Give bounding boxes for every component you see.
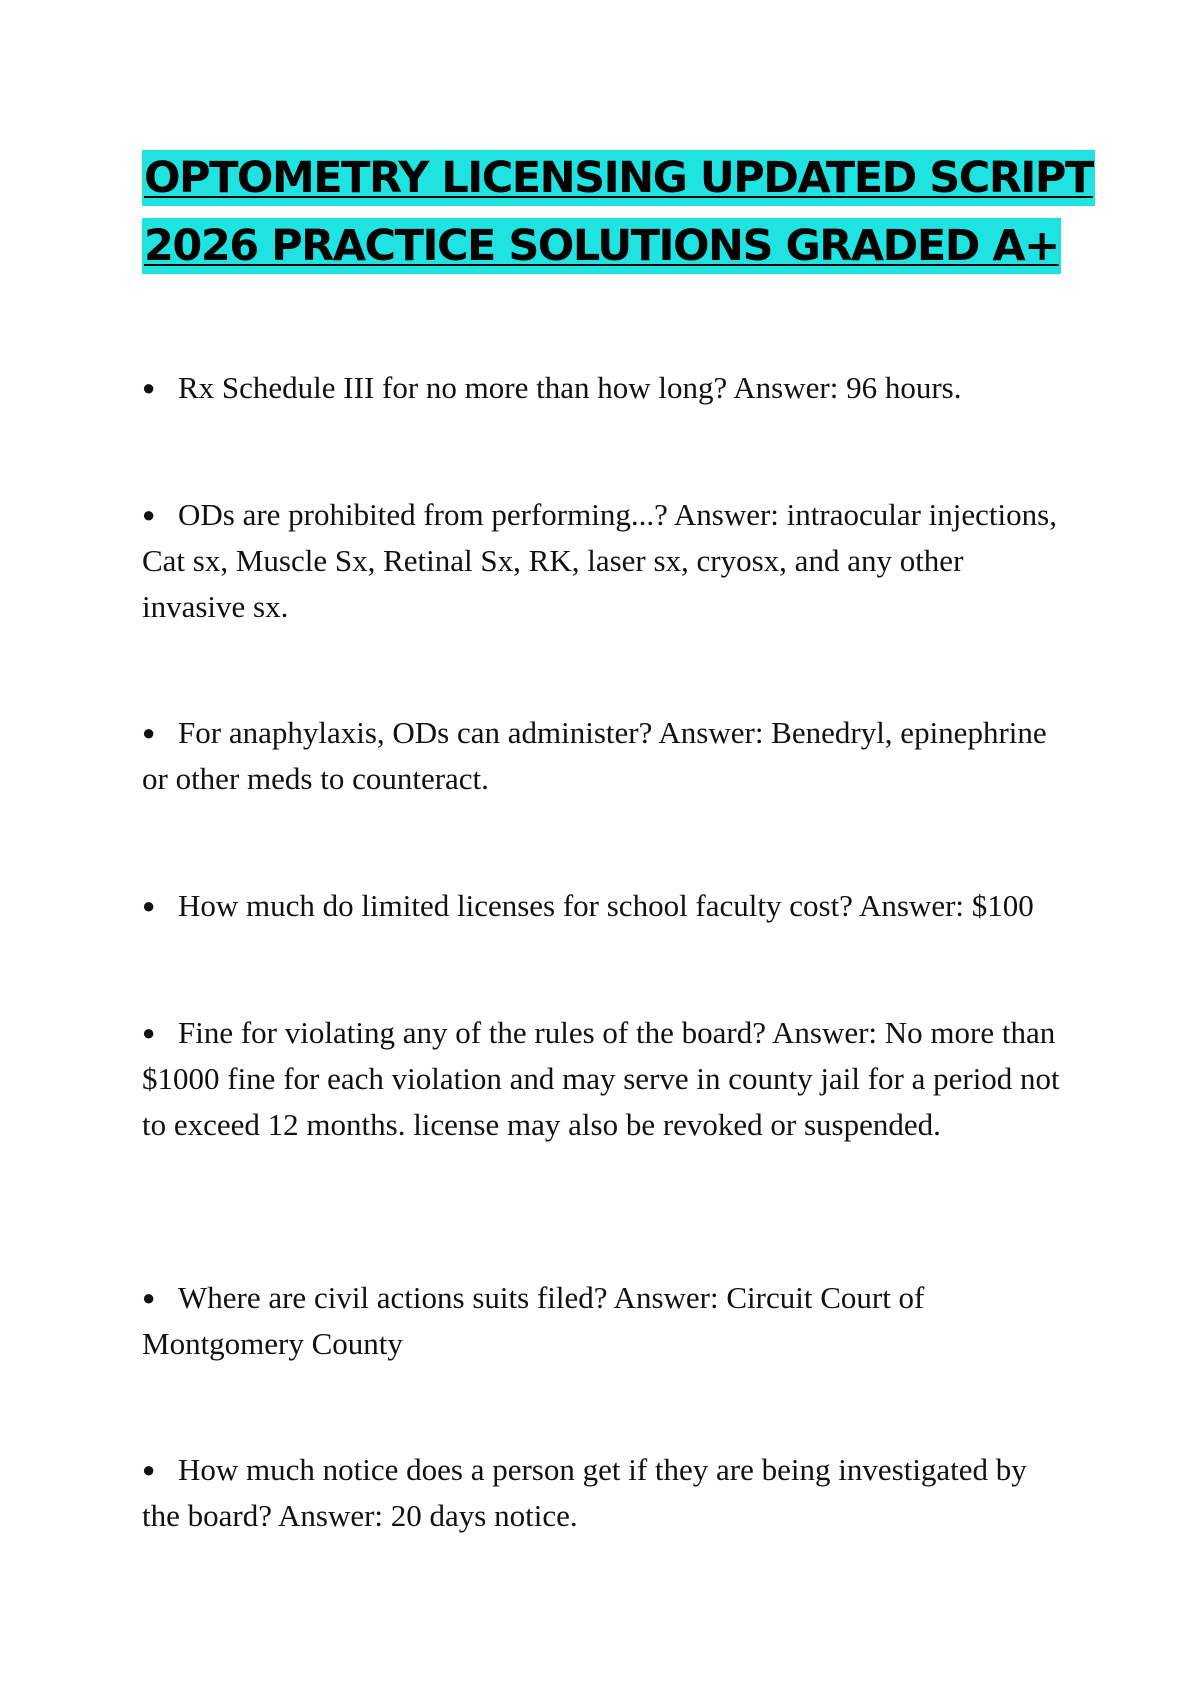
bullet-icon: ● xyxy=(142,375,156,400)
bullet-icon: ● xyxy=(142,1285,156,1310)
document-title xyxy=(142,150,1093,286)
qa-item xyxy=(142,883,1034,929)
bullet-icon: ● xyxy=(142,893,156,918)
qa-item xyxy=(142,710,1067,802)
qa-text: Rx Schedule III for no more than how long? Answer: 96 hours. xyxy=(178,370,962,405)
qa-item xyxy=(142,492,1067,630)
bullet-icon: ● xyxy=(142,1020,156,1045)
qa-text: ODs are prohibited from performing...? Answer: intraocular injections, Cat sx, Muscle Sx, Retinal Sx, RK, laser sx, cryosx, and any other invasive sx. xyxy=(142,497,1057,624)
qa-item xyxy=(142,1275,1067,1367)
bullet-icon: ● xyxy=(142,720,156,745)
qa-text: How much notice does a person get if they are being investigated by the board? Answer: 20 days notice. xyxy=(142,1452,1027,1533)
qa-text: Where are civil actions suits filed? Answer: Circuit Court of Montgomery County xyxy=(142,1280,925,1361)
qa-text: How much do limited licenses for school faculty cost? Answer: $100 xyxy=(178,888,1034,923)
qa-item xyxy=(142,365,961,411)
bullet-icon: ● xyxy=(142,502,156,527)
qa-text: For anaphylaxis, ODs can administer? Answer: Benedryl, epinephrine or other meds to counteract. xyxy=(142,715,1047,796)
title-line-1: OPTOMETRY LICENSING UPDATED SCRIPT xyxy=(142,150,1095,206)
qa-item xyxy=(142,1010,1067,1148)
qa-item xyxy=(142,1447,1067,1539)
title-line-2: 2026 PRACTICE SOLUTIONS GRADED A+ xyxy=(142,218,1061,274)
qa-text: Fine for violating any of the rules of the board? Answer: No more than $1000 fine for each violation and may serve in county jail for a period not to exceed 12 months. license may also be revoked or suspended. xyxy=(142,1015,1060,1142)
bullet-icon: ● xyxy=(142,1457,156,1482)
